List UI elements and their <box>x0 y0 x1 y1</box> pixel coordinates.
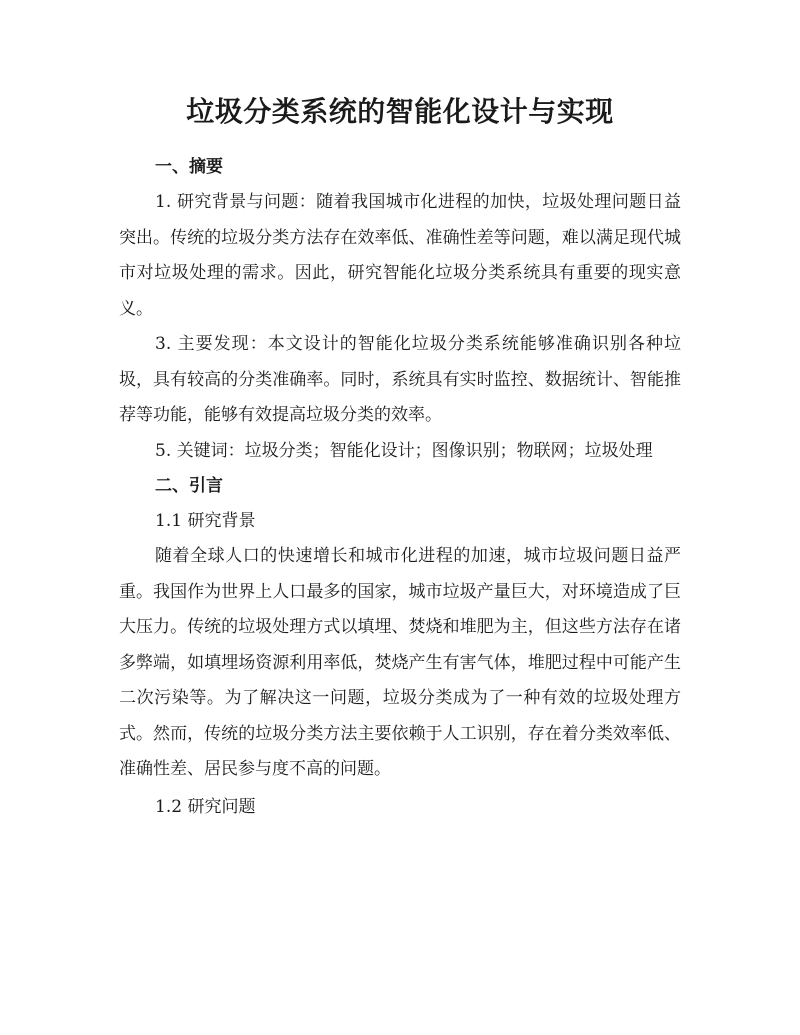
subsection-heading-1-2: 1.2 研究问题 <box>155 796 256 817</box>
background-paragraph: 随着全球人口的快速增长和城市化进程的加速，城市垃圾问题日益严重。我国作为世界上人口最多的国家，城市垃圾产量巨大，对环境造成了巨大压力。传统的垃圾处理方式以填埋、焚烧和堆肥为主，但这些方法存在诸多弊端，如填埋场资源利用率低，焚烧产生有害气体，堆肥过程中可能产生二次污染等。为了解决这一问题，垃圾分类成为了一种有效的垃圾处理方式。然而，传统的垃圾分类方法主要依赖于人工识别，存在着分类效率低、准确性差、居民参与度不高的问题。 <box>119 546 681 779</box>
subsection-heading-1-1: 1.1 研究背景 <box>155 511 256 531</box>
abstract-heading: 一、摘要 <box>155 157 223 177</box>
document-title: 垃圾分类系统的智能化设计与实现 <box>186 95 614 128</box>
intro-heading: 二、引言 <box>155 476 223 496</box>
abstract-item-3: 3. 主要发现：本文设计的智能化垃圾分类系统能够准确识别各种垃圾，具有较高的分类准确率。同时，系统具有实时监控、数据统计、智能推荐等功能，能够有效提高垃圾分类的效率。 <box>119 334 681 425</box>
abstract-item-5: 5. 关键词：垃圾分类；智能化设计；图像识别；物联网；垃圾处理 <box>155 440 653 461</box>
abstract-item-1: 1. 研究背景与问题：随着我国城市化进程的加快，垃圾处理问题日益突出。传统的垃圾分类方法存在效率低、准确性差等问题，难以满足现代城市对垃圾处理的需求。因此，研究智能化垃圾分类系统具有重要的现实意义。 <box>119 192 681 319</box>
document-page <box>119 88 681 825</box>
